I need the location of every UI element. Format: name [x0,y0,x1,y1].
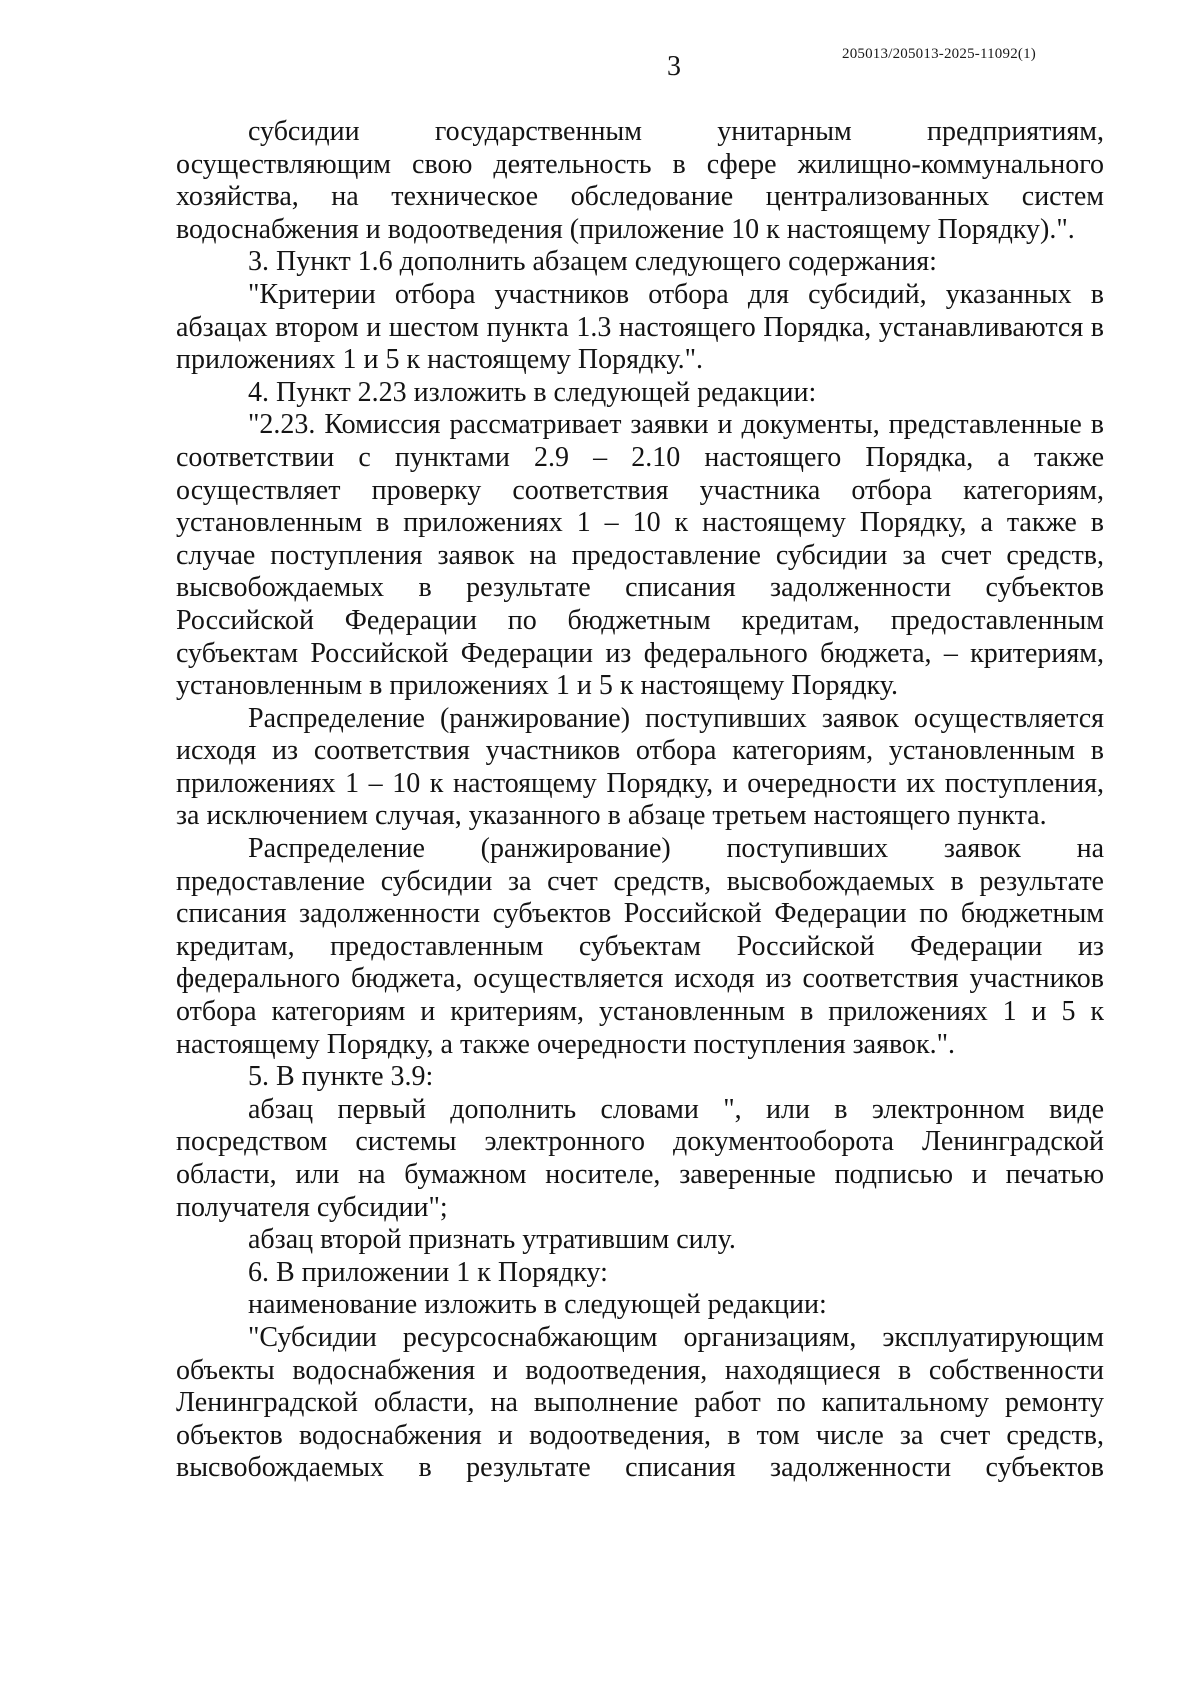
paragraph-item-5-heading: 5. В пункте 3.9: [248,1061,434,1093]
paragraph-item-3-text: "Критерии отбора участников отбора для субсидий, указанных в абзацах втором и шестом пункта 1.3 настоящего Порядка, устанавливаются в приложениях 1 и 5 к настоящему Порядку.". [176,278,1104,376]
paragraph-item-6-naming: наименование изложить в следующей редакции: [248,1289,827,1321]
paragraph-item-4-heading: 4. Пункт 2.23 изложить в следующей редакции: [248,376,817,408]
paragraph-item-6-new-title: "Субсидии ресурсоснабжающим организациям, эксплуатирующим объекты водоснабжения и водоотведения, находящиеся в собственности Ленинградской области, на выполнение работ по капитальному ремонту объектов водоснабжения и водоотведения, в том числе за счет средств, высвобождаемых в результате списания задолженности субъектов [176,1321,1104,1484]
paragraph-ranking-general: Распределение (ранжирование) поступивших заявок осуществляется исходя из соответствия участников отбора категориям, установленным в приложениях 1 – 10 к настоящему Порядку, и очередности их поступления, за исключением случая, указанного в абзаце третьем настоящего пункта. [176,702,1104,832]
paragraph-ranking-special: Распределение (ранжирование) поступивших заявок на предоставление субсидии за счет средств, высвобождаемых в результате списания задолженности субъектов Российской Федерации по бюджетным кредитам, предоставленным субъектам Российской Федерации из федерального бюджета, осуществляется исходя из соответствия участников отбора категориям и критериям, установленным в приложениях 1 и 5 к настоящему Порядку, а также очередности поступления заявок.". [176,833,1104,1060]
paragraph-item-6-heading: 6. В приложении 1 к Порядку: [248,1256,608,1288]
paragraph-item-3-heading: 3. Пункт 1.6 дополнить абзацем следующего содержания: [248,246,937,278]
document-body [176,116,1104,1485]
paragraph-item-2-23-text: "2.23. Комиссия рассматривает заявки и документы, представленные в соответствии с пунктами 2.9 – 2.10 настоящего Порядка, а также осуществляет проверку соответствия участника отбора категориям, установленным в приложениях 1 – 10 к настоящему Порядку, а также в случае поступления заявок на предоставление субсидии за счет средств, высвобождаемых в результате списания задолженности субъектов Российской Федерации по бюджетным кредитам, предоставленным субъектам Российской Федерации из федерального бюджета, – критериям, установленным в приложениях 1 и 5 к настоящему Порядку. [176,409,1104,702]
document-registration-number: 205013/205013-2025-11092(1) [842,46,1036,62]
paragraph-item-5-first-abzac: абзац первый дополнить словами ", или в электронном виде посредством системы электронного документооборота Ленинградской области, или на бумажном носителе, заверенные подписью и печатью получателя субсидии"; [176,1093,1104,1223]
page-number: 3 [667,51,681,82]
paragraph-item-5-second-abzac: абзац второй признать утратившим силу. [248,1224,736,1256]
paragraph-subsidy-continuation: субсидии государственным унитарным предприятиям, осуществляющим свою деятельность в сфере жилищно-коммунального хозяйства, на техническое обследование централизованных систем водоснабжения и водоотведения (приложение 10 к настоящему Порядку).". [176,116,1104,245]
